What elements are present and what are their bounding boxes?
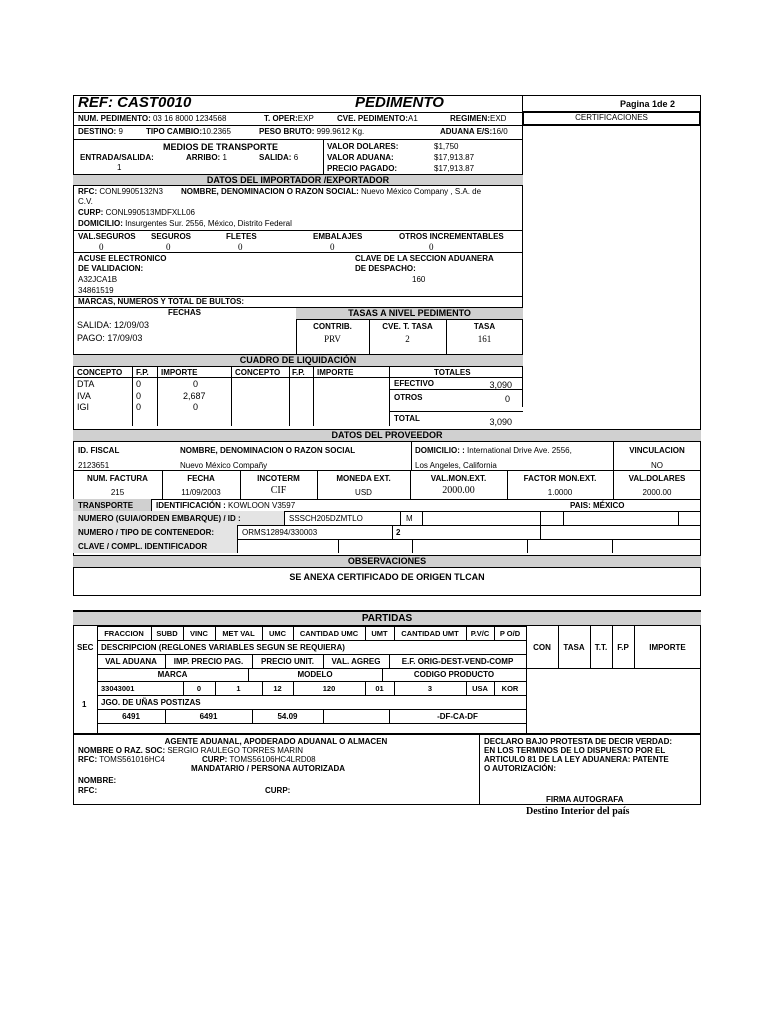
regimen: REGIMEN:EXD — [450, 114, 507, 123]
valor-aduana-label: VALOR ADUANA: — [327, 153, 394, 162]
partida-vinc: 0 — [196, 684, 202, 693]
liq-row: IVA — [77, 391, 91, 401]
val-seguros-label: VAL.SEGUROS — [78, 232, 136, 241]
transporte-label: TRANSPORTE — [78, 501, 134, 510]
guia-label: NUMERO (GUIA/ORDEN EMBARQUE) / ID : — [78, 514, 241, 523]
tasas-contrib-value: PRV — [324, 334, 341, 344]
valdol-label: VAL.DOLARES — [628, 474, 686, 483]
liq-importe-label: IMPORTE — [161, 368, 198, 377]
section-importador: DATOS DEL IMPORTADOR /EXPORTADOR — [73, 174, 523, 186]
guia-m: M — [406, 514, 413, 523]
tasas-cve-label: CVE. T. TASA — [382, 322, 433, 331]
mandatario-curp: CURP: — [265, 786, 291, 795]
hdr-metval: MET VAL — [222, 629, 255, 638]
partidas-con-label: CON — [533, 643, 551, 652]
partidas-fp-label: F.P — [617, 643, 629, 652]
embalajes-label: EMBALAJES — [313, 232, 363, 241]
partida-cantidad-umc: 120 — [322, 684, 336, 693]
hdr-umc: UMC — [268, 629, 287, 638]
precio-pagado-value: $17,913.87 — [434, 164, 475, 173]
partida-umt: 01 — [375, 684, 384, 693]
liq-concepto-label-2: CONCEPTO — [235, 368, 281, 377]
liq-row-fp: 0 — [136, 391, 142, 401]
observaciones-title: OBSERVACIONES — [73, 555, 701, 568]
factor-label: FACTOR MON.EXT. — [523, 474, 597, 483]
partida-fraccion: 33043001 — [101, 684, 135, 693]
pais: PAIS: MÉXICO — [570, 501, 625, 510]
identificacion: IDENTIFICACIÓN : KOWLOON V3597 — [156, 501, 296, 510]
acuse-value: A32JCA1B — [78, 275, 118, 284]
contenedor-label: NUMERO / TIPO DE CONTENEDOR: — [78, 528, 215, 537]
partida-cantidad-umt: 3 — [427, 684, 433, 693]
otros-label: OTROS — [394, 393, 423, 402]
efectivo-label: EFECTIVO — [394, 379, 435, 388]
liq-totales-label: TOTALES — [434, 368, 471, 377]
hdr-cantidad-umt: CANTIDAD UMT — [401, 629, 459, 638]
peso-bruto: PESO BRUTO: 999.9612 Kg. — [259, 127, 365, 136]
agente-title: AGENTE ADUANAL, APODERADO ADUANAL O ALMACEN — [164, 737, 388, 746]
num-pedimento: NUM. PEDIMENTO: 03 16 8000 1234568 — [78, 114, 227, 123]
otros-value: 0 — [504, 394, 510, 404]
fecha-pago: PAGO: 17/09/03 — [77, 333, 143, 343]
hdr-modelo: MODELO — [297, 670, 333, 679]
medios-transporte-title: MEDIOS DE TRANSPORTE — [163, 142, 279, 152]
hdr-fraccion: FRACCION — [104, 629, 144, 638]
id-fiscal-label: ID. FISCAL — [78, 446, 120, 455]
nombre-importador: NOMBRE, DENOMINACION O RAZON SOCIAL: Nuevo México Company , S.A. de — [181, 187, 482, 196]
salida-medio: SALIDA: 6 — [259, 153, 299, 162]
destino: DESTINO: 9 — [78, 127, 123, 136]
entrada-salida-label: ENTRADA/SALIDA: — [80, 153, 154, 162]
num-factura-label: NUM. FACTURA — [87, 474, 148, 483]
tasas-title: TASAS A NIVEL PEDIMENTO — [296, 307, 523, 320]
agente-curp: CURP: TOMS56106HC4LRD08 — [202, 755, 316, 764]
nombre-proveedor-label: NOMBRE, DENOMINACION O RAZON SOCIAL — [180, 446, 356, 455]
cve-pedimento: CVE. PEDIMENTO:A1 — [337, 114, 418, 123]
rfc-importador: RFC: CONL9905132N3 — [78, 187, 163, 196]
liq-row: DTA — [77, 379, 95, 389]
tasas-tasa-value: 161 — [477, 334, 492, 344]
total-label: TOTAL — [394, 414, 420, 423]
valmon-value: 2000.00 — [442, 485, 475, 496]
hdr-marca: MARCA — [157, 670, 188, 679]
declaro-line-1: DECLARO BAJO PROTESTA DE DECIR VERDAD: — [484, 737, 673, 746]
tasas-tasa-label: TASA — [473, 322, 496, 331]
hdr-pod: P O/D — [499, 629, 521, 638]
hdr-cantidad-umc: CANTIDAD UMC — [299, 629, 359, 638]
tipo-operacion: T. OPER:EXP — [264, 114, 314, 123]
curp-importador: CURP: CONL990513MDFXLL06 — [78, 208, 195, 217]
valor-aduana-value: $17,913.87 — [434, 153, 475, 162]
declaro-line-3: ARTICULO 81 DE LA LEY ADUANERA: PATENTE — [484, 755, 669, 764]
hdr-pvc: P.V/C — [470, 629, 490, 638]
fletes-label: FLETES — [226, 232, 257, 241]
embalajes-value: 0 — [330, 242, 335, 252]
precio-pagado-label: PRECIO PAGADO: — [327, 164, 398, 173]
total-value: 3,090 — [489, 417, 512, 427]
liq-row-fp: 0 — [136, 402, 142, 412]
agente-rfc: RFC: TOMS561016HC4 — [78, 755, 165, 764]
liq-row-importe: 0 — [193, 379, 199, 389]
mandatario-rfc: RFC: — [78, 786, 98, 795]
liq-fp-label-2: F.P. — [292, 368, 305, 377]
guia-value: SSSCH205DZMTLO — [289, 514, 363, 523]
firma-autografa: FIRMA AUTOGRAFA — [546, 795, 624, 804]
declaro-line-4: O AUTORIZACIÓN: — [484, 764, 556, 773]
otros-incrementables-value: 0 — [429, 242, 434, 252]
valmon-label: VAL.MON.EXT. — [430, 474, 487, 483]
fecha-factura-value: 11/09/2003 — [181, 488, 221, 497]
clave-identificador-label: CLAVE / COMPL. IDENTIFICADOR — [78, 542, 208, 551]
aduana-es: ADUANA E/S:16/0 — [440, 127, 508, 136]
tasas-contrib-label: CONTRIB. — [313, 322, 352, 331]
hdr-subd: SUBD — [156, 629, 178, 638]
clave-seccion-value: 160 — [412, 275, 426, 284]
mandatario-title: MANDATARIO / PERSONA AUTORIZADA — [191, 764, 346, 773]
entrada-salida-value: 1 — [117, 163, 122, 172]
otros-incrementables-label: OTROS INCREMENTABLES — [399, 232, 504, 241]
fecha-salida: SALIDA: 12/09/03 — [77, 320, 150, 330]
mandatario-nombre: NOMBRE: — [78, 776, 117, 785]
partidas-sec-label: SEC — [77, 643, 94, 652]
partida-precio-unit: 54.09 — [277, 712, 298, 721]
clave-seccion-label: CLAVE DE LA SECCION ADUANERA — [355, 254, 494, 263]
domicilio-proveedor: DOMICILIO: : International Drive Ave. 2556, — [415, 446, 572, 455]
domicilio-proveedor-cont: Los Angeles, California — [415, 461, 497, 470]
partidas-sec-value: 1 — [82, 700, 87, 709]
num-factura-value: 215 — [110, 488, 125, 497]
tipo-cambio: TIPO CAMBIO:10.2365 — [146, 127, 231, 136]
form-title: PEDIMENTO — [355, 94, 444, 111]
id-fiscal-value: 2123651 — [78, 461, 110, 470]
contenedor-2: 2 — [396, 528, 401, 537]
fletes-value: 0 — [238, 242, 243, 252]
tasas-cve-value: 2 — [405, 334, 410, 344]
partida-metval: 1 — [236, 684, 241, 693]
moneda-label: MONEDA EXT. — [336, 474, 391, 483]
arribo: ARRIBO: 1 — [186, 153, 227, 162]
hdr-precio-unit: PRECIO UNIT. — [261, 657, 314, 666]
val-seguros-value: 0 — [99, 242, 104, 252]
factor-value: 1.0000 — [547, 488, 573, 497]
fecha-factura-label: FECHA — [187, 474, 215, 483]
hdr-descripcion: DESCRIPCION (REGLONES VARIABLES SEGUN SE REQUIERA) — [101, 643, 345, 652]
hdr-umt: UMT — [371, 629, 388, 638]
certificaciones-label: CERTIFICACIONES — [575, 113, 648, 122]
efectivo-value: 3,090 — [489, 380, 512, 390]
vinculacion-label: VINCULACION — [629, 446, 685, 455]
agente-nombre: NOMBRE O RAZ. SOC: SERGIO RAULEGO TORRES MARIN — [78, 746, 304, 755]
domicilio-importador: DOMICILIO: Insurgentes Sur. 2556, México, Distrito Federal — [78, 219, 292, 228]
liq-row: IGI — [77, 402, 90, 412]
valor-dolares-label: VALOR DOLARES: — [327, 142, 399, 151]
partidas-tasa-label: TASA — [563, 643, 585, 652]
partida-descripcion: JGO. DE UÑAS POSTIZAS — [101, 698, 201, 707]
declaro-line-2: EN LOS TERMINOS DE LO DISPUESTO POR EL — [484, 746, 666, 755]
hdr-ef-orig: E.F. ORIG-DEST-VEND-COMP — [401, 657, 514, 666]
partida-pvc: USA — [472, 684, 488, 693]
partida-ef-orig: -DF-CA-DF — [437, 712, 478, 721]
partida-pod: KOR — [501, 684, 519, 693]
hdr-val-aduana: VAL ADUANA — [105, 657, 157, 666]
destino-interior: Destino Interior del país — [526, 806, 630, 817]
acuse-value-2: 34861519 — [78, 286, 114, 295]
observaciones-text: SE ANEXA CERTIFICADO DE ORIGEN TLCAN — [289, 572, 485, 582]
partida-imp-precio: 6491 — [199, 712, 218, 721]
liq-row-fp: 0 — [136, 379, 142, 389]
hdr-vinc: VINC — [190, 629, 208, 638]
liq-fp-label: F.P. — [136, 368, 149, 377]
partida-val-aduana: 6491 — [122, 712, 140, 721]
incoterm-value: CIF — [270, 485, 287, 496]
partidas-title: PARTIDAS — [73, 611, 701, 626]
partidas-importe-label: IMPORTE — [649, 643, 686, 652]
hdr-imp-precio: IMP. PRECIO PAG. — [173, 657, 244, 666]
section-proveedor: DATOS DEL PROVEEDOR — [73, 429, 701, 442]
fechas-title: FECHAS — [168, 308, 201, 317]
page-number: Pagina 1de 2 — [620, 99, 676, 109]
hdr-codigo: CODIGO PRODUCTO — [413, 670, 495, 679]
liquidacion-title: CUADRO DE LIQUIDACIÓN — [73, 354, 523, 367]
hdr-val-agreg: VAL. AGREG — [331, 657, 381, 666]
liq-row-importe: 2,687 — [183, 391, 206, 401]
liq-row-importe: 0 — [193, 402, 199, 412]
partidas-tt-label: T.T. — [594, 643, 608, 652]
partida-umc: 12 — [273, 684, 282, 693]
contenedor-value: ORMS12894/330003 — [242, 528, 318, 537]
vinculacion-value: NO — [651, 461, 663, 470]
seguros-value: 0 — [166, 242, 171, 252]
liq-concepto-label: CONCEPTO — [77, 368, 123, 377]
acuse-label-2: DE VALIDACION: — [78, 264, 144, 273]
moneda-value: USD — [355, 488, 372, 497]
seguros-label: SEGUROS — [151, 232, 192, 241]
liq-importe-label-2: IMPORTE — [317, 368, 354, 377]
acuse-label: ACUSE ELECTRONICO — [78, 254, 167, 263]
valdol-value: 2000.00 — [642, 488, 672, 497]
valor-dolares-value: $1,750 — [434, 142, 459, 151]
clave-seccion-label-2: DE DESPACHO: — [355, 264, 416, 273]
marcas-label: MARCAS, NUMEROS Y TOTAL DE BULTOS: — [78, 297, 245, 306]
nombre-importador-cont: C.V. — [78, 197, 93, 206]
nombre-proveedor-value: Nuevo México Compañy — [180, 461, 268, 470]
reference-number: REF: CAST0010 — [78, 94, 192, 111]
incoterm-label: INCOTERM — [257, 474, 300, 483]
